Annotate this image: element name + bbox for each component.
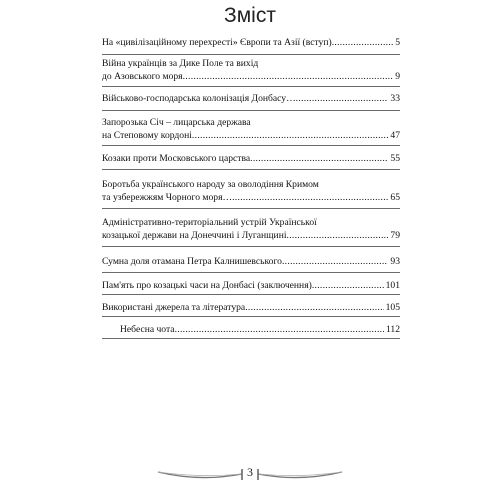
toc-entry-line [102, 37, 400, 50]
toc-entry[interactable] [102, 317, 400, 339]
toc-entry-line [102, 217, 400, 230]
toc-entry-line [120, 324, 400, 337]
toc-entry-line [102, 230, 400, 243]
toc-leader [175, 324, 384, 337]
toc-entry-page: 55 [390, 153, 400, 164]
toc-leader [232, 192, 388, 205]
toc-entry-title: Пам'ять про козацькі часи на Донбасі (заключення) [102, 280, 312, 291]
toc-leader [192, 130, 388, 143]
toc-entry[interactable] [102, 34, 400, 55]
toc-entry-line [102, 280, 400, 293]
toc-entry-title: На «цивілізаційному перехресті» Європи та Азії (вступ) [102, 37, 332, 48]
toc-leader [245, 302, 383, 315]
toc-entry-title: та узбережжям Чорного моря… [102, 191, 233, 203]
toc-leader [183, 71, 394, 84]
toc-entry-title: на Степовому кордоні [102, 129, 192, 141]
toc-entry-page: 112 [385, 324, 400, 335]
toc-entry-title: до Азовського моря [102, 70, 183, 82]
toc-entry-line [102, 58, 400, 71]
toc-entry-title: Боротьба українського народу за оволодіння Кримом [102, 179, 319, 190]
toc-entry-title: Використані джерела та література [102, 302, 246, 313]
toc-entry-line [102, 153, 400, 166]
toc-leader [287, 230, 389, 243]
toc-leader [332, 37, 394, 50]
toc-leader [312, 280, 384, 293]
toc-leader [282, 256, 388, 269]
toc-entry-title: Військово-господарська колонізація Донбасу… [102, 93, 296, 104]
toc-entry-title: Козаки проти Московського царства [102, 153, 251, 164]
toc-entry-title: Сумна доля отамана Петра Калнишевського [102, 256, 282, 267]
toc-entry-page: 5 [395, 37, 400, 48]
toc-entry-page: 105 [385, 302, 400, 313]
toc-entry-page: 79 [390, 229, 400, 241]
toc-entry-page: 93 [390, 256, 400, 267]
toc-entry-title: Запорозька Січ – лицарська держава [102, 117, 251, 128]
toc-entry-line [102, 117, 400, 130]
page-number: 3 [247, 465, 253, 479]
toc-entry-line [102, 302, 400, 315]
toc-entry-line [102, 256, 400, 269]
toc-entry[interactable] [102, 55, 400, 87]
page-footer [150, 463, 350, 483]
table-of-contents [102, 34, 400, 339]
toc-entry[interactable] [102, 295, 400, 317]
toc-entry-title: козацької держави на Донеччині і Луганщині [102, 229, 287, 241]
toc-leader [296, 93, 389, 106]
page-title: Зміст [224, 4, 276, 27]
toc-entry[interactable] [102, 209, 400, 247]
toc-entry[interactable] [102, 170, 400, 209]
toc-entry-title: Адміністративно-територіальний устрій Української [102, 217, 317, 228]
toc-entry[interactable] [102, 111, 400, 146]
toc-entry-page: 33 [390, 93, 400, 104]
toc-entry-line [102, 179, 400, 192]
toc-entry-line [102, 71, 400, 84]
toc-entry-title: Небесна чота [120, 324, 175, 335]
toc-entry[interactable] [102, 247, 400, 273]
toc-entry-title: Війна українців за Дике Поле та вихід [102, 58, 259, 69]
toc-entry-line [102, 192, 400, 205]
toc-entry-line [102, 93, 400, 106]
toc-entry-page: 47 [390, 129, 400, 141]
toc-entry[interactable] [102, 273, 400, 295]
toc-leader [250, 153, 388, 166]
toc-entry-page: 101 [385, 280, 400, 291]
toc-entry[interactable] [102, 87, 400, 111]
toc-entry-page: 65 [390, 191, 400, 203]
toc-entry[interactable] [102, 146, 400, 170]
toc-entry-line [102, 130, 400, 143]
toc-entry-page: 9 [395, 70, 400, 82]
